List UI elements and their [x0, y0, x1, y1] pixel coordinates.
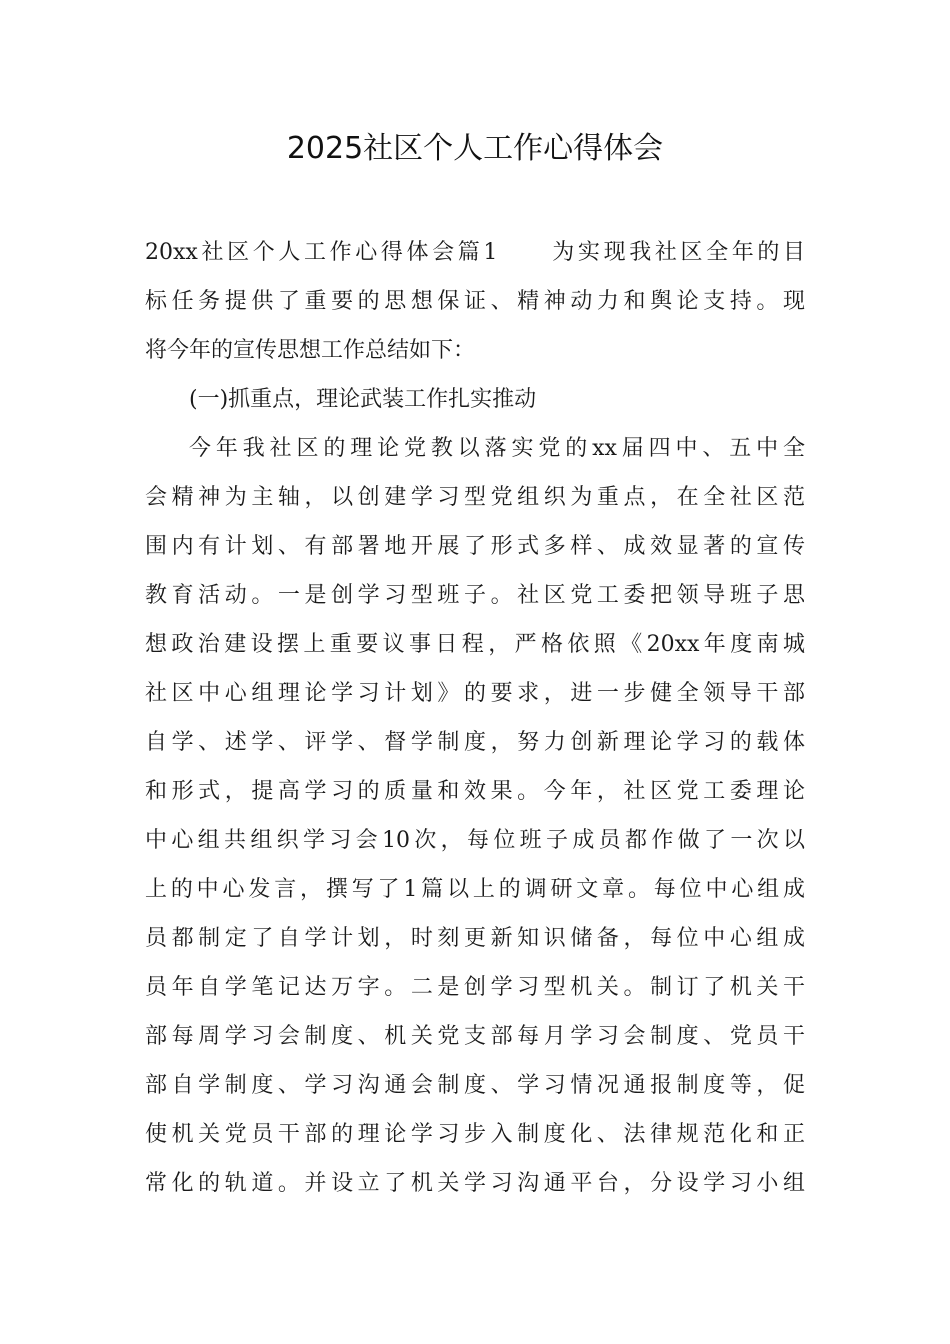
- document-body: [145, 228, 805, 1208]
- text-line: 和形式，提高学习的质量和效果。今年，社区党工委理论: [145, 779, 805, 804]
- text-line: 将今年的宣传思想工作总结如下：: [145, 338, 476, 363]
- text-line: 使机关党员干部的理论学习步入制度化、法律规范化和正: [145, 1122, 805, 1147]
- text-line: 标任务提供了重要的思想保证、精神动力和舆论支持。现: [145, 289, 805, 314]
- text-line: 部每周学习会制度、机关党支部每月学习会制度、党员干: [145, 1024, 805, 1049]
- text-line: 中心组共组织学习会10次，每位班子成员都作做了一次以: [145, 828, 805, 853]
- text-line: 今年我社区的理论党教以落实党的xx届四中、五中全: [189, 436, 805, 461]
- text-line: 常化的轨道。并设立了机关学习沟通平台，分设学习小组: [145, 1171, 805, 1196]
- text-line: 社区中心组理论学习计划》的要求，进一步健全领导干部: [145, 681, 805, 706]
- text-line: 想政治建设摆上重要议事日程，严格依照《20xx年度南城: [145, 632, 805, 657]
- document-title: 2025社区个人工作心得体会: [286, 131, 664, 166]
- text-line: 上的中心发言，撰写了1篇以上的调研文章。每位中心组成: [145, 877, 805, 902]
- text-line: 教育活动。一是创学习型班子。社区党工委把领导班子思: [145, 583, 805, 608]
- text-line: 员都制定了自学计划，时刻更新知识储备，每位中心组成: [145, 926, 805, 951]
- text-line: 部自学制度、学习沟通会制度、学习情况通报制度等，促: [145, 1073, 805, 1098]
- text-line: 自学、述学、评学、督学制度，努力创新理论学习的载体: [145, 730, 805, 755]
- text-line: 会精神为主轴，以创建学习型党组织为重点，在全社区范: [145, 485, 805, 510]
- section-heading: (一)抓重点，理论武装工作扎实推动: [189, 387, 537, 412]
- text-line: 员年自学笔记达万字。二是创学习型机关。制订了机关干: [145, 975, 805, 1000]
- text-line: 围内有计划、有部署地开展了形式多样、成效显著的宣传: [145, 534, 805, 559]
- text-line: 20xx社区个人工作心得体会篇1 为实现我社区全年的目: [145, 240, 805, 265]
